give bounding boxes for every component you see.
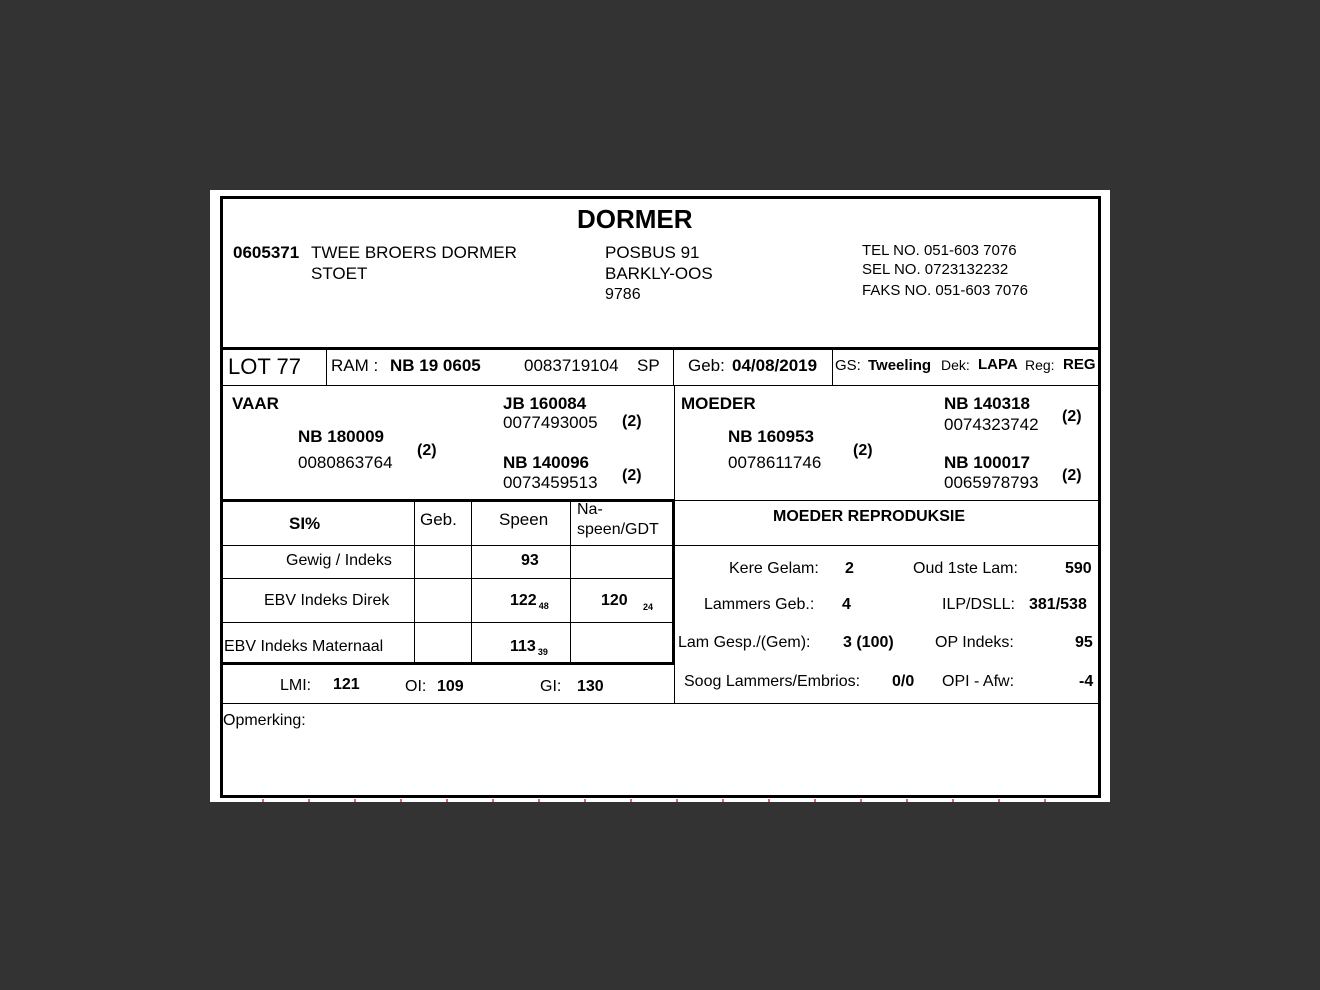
repro-title: MOEDER REPRODUKSIE <box>773 508 966 525</box>
address-line2: BARKLY-OOS <box>605 264 713 283</box>
op-label: OP Indeks: <box>935 634 1014 651</box>
reg-label: Reg: <box>1025 357 1055 373</box>
moeder-reg: 0078611746 <box>728 453 822 472</box>
si-speen-sub: 48 <box>538 601 549 611</box>
lot-row-bottom-border <box>222 385 1100 386</box>
ilp-label: ILP/DSLL: <box>942 596 1015 613</box>
address-line1: POSBUS 91 <box>605 243 700 262</box>
gs-label: GS: <box>835 357 861 374</box>
si-header-bottom <box>222 545 674 546</box>
vaar-count: (2) <box>417 442 437 459</box>
oud-value: 590 <box>1065 560 1092 577</box>
opmerking-label: Opmerking: <box>223 712 306 729</box>
stud-name-line1: TWEE BROERS DORMER <box>311 243 517 262</box>
soog-value: 0/0 <box>892 673 915 690</box>
si-row-naspeen: 120 <box>601 592 628 609</box>
oi-value: 109 <box>437 678 464 695</box>
gesp-value: 3 (100) <box>843 634 894 651</box>
opi-value: -4 <box>1079 673 1094 690</box>
ram-registration: 0083719104 <box>524 356 619 375</box>
vaar-vaar-reg: 0077493005 <box>503 413 598 432</box>
si-col-speen-divider <box>471 501 472 663</box>
vaar-id: NB 180009 <box>298 427 385 446</box>
moeder-vaar-id: NB 140318 <box>944 394 1031 413</box>
gi-label: GI: <box>540 678 562 695</box>
moeder-moeder-reg: 0065978793 <box>944 473 1039 492</box>
breed-title: DORMER <box>577 204 693 234</box>
soog-label: Soog Lammers/Embrios: <box>684 673 861 690</box>
oi-label: OI: <box>405 678 427 695</box>
geb-label: Geb: <box>688 356 725 375</box>
moeder-vaar-reg: 0074323742 <box>944 415 1039 434</box>
lammers-value: 4 <box>842 596 851 613</box>
moeder-count: (2) <box>853 442 873 459</box>
gi-value: 130 <box>577 678 604 695</box>
dek-label: Dek: <box>941 357 970 373</box>
si-header-speen: Speen <box>499 510 549 529</box>
kere-label: Kere Gelam: <box>729 560 819 577</box>
gesp-label: Lam Gesp./(Gem): <box>678 634 811 651</box>
ram-sp: SP <box>637 356 660 375</box>
opi-label: OPI - Afw: <box>942 673 1015 690</box>
si-table-top <box>222 499 675 502</box>
si-header-geb: Geb. <box>420 510 457 529</box>
si-table-right <box>672 499 675 665</box>
lot-number: LOT 77 <box>228 354 301 379</box>
si-row-speen: 93 <box>521 552 539 569</box>
si-row-speen <box>510 592 549 611</box>
vaar-moeder-count: (2) <box>622 467 642 484</box>
repro-title-bottom <box>674 545 1100 546</box>
dek-value: LAPA <box>978 356 1018 373</box>
si-header-na: Na- <box>577 501 603 518</box>
si-speen-value: 113 <box>510 638 536 655</box>
bleed-marks <box>262 799 1062 802</box>
vaar-vaar-count: (2) <box>622 413 642 430</box>
si-row1-bottom <box>222 578 674 579</box>
si-header-si: SI% <box>289 514 321 533</box>
ilp-value: 381/538 <box>1029 596 1087 613</box>
oud-label: Oud 1ste Lam: <box>913 560 1018 577</box>
vaar-reg: 0080863764 <box>298 453 393 472</box>
lmi-value: 121 <box>333 676 360 693</box>
vaar-moeder-reg: 0073459513 <box>503 473 598 492</box>
si-speen-sub: 39 <box>537 647 548 657</box>
geb-divider <box>673 349 674 385</box>
si-table-bottom <box>222 662 675 665</box>
moeder-label: MOEDER <box>681 394 756 413</box>
stud-number: 0605371 <box>233 243 300 262</box>
indices-bottom-border <box>222 703 1100 704</box>
birth-date: 04/08/2019 <box>732 356 818 375</box>
si-col-naspeen-divider <box>570 501 571 663</box>
si-speen-value: 122 <box>510 592 537 609</box>
gs-value: Tweeling <box>868 357 932 374</box>
address-line3: 9786 <box>605 286 641 303</box>
ram-label: RAM : <box>331 356 379 375</box>
moeder-vaar-count: (2) <box>1062 408 1082 425</box>
lmi-label: LMI: <box>280 677 312 694</box>
si-naspeen-sub: 24 <box>643 602 654 612</box>
sel-number: SEL NO. 0723132232 <box>862 261 1009 278</box>
si-col-geb-divider <box>414 501 415 663</box>
vaar-label: VAAR <box>232 394 279 413</box>
lammers-label: Lammers Geb.: <box>704 596 815 613</box>
repro-top-border <box>674 500 1100 501</box>
si-header-naspeen: speen/GDT <box>577 521 659 538</box>
tel-number: TEL NO. 051-603 7076 <box>862 242 1017 259</box>
si-row-speen <box>510 638 548 657</box>
si-row-label: EBV Indeks Direk <box>264 592 390 609</box>
stud-name-line2: STOET <box>311 264 368 283</box>
op-value: 95 <box>1075 634 1093 651</box>
moeder-moeder-count: (2) <box>1062 467 1082 484</box>
si-row-label: Gewig / Indeks <box>286 552 392 569</box>
lot-divider <box>326 349 327 385</box>
lot-row-top-border <box>222 347 1100 350</box>
moeder-moeder-id: NB 100017 <box>944 453 1031 472</box>
moeder-id: NB 160953 <box>728 427 815 446</box>
vaar-moeder-id: NB 140096 <box>503 453 590 472</box>
gs-divider <box>832 349 833 385</box>
si-row2-bottom <box>222 622 674 623</box>
ram-id: NB 19 0605 <box>390 356 481 375</box>
reg-value: REG <box>1063 356 1096 373</box>
vaar-vaar-id: JB 160084 <box>503 394 587 413</box>
si-row-label: EBV Indeks Maternaal <box>224 638 384 655</box>
kere-value: 2 <box>845 560 854 577</box>
faks-number: FAKS NO. 051-603 7076 <box>862 282 1028 299</box>
